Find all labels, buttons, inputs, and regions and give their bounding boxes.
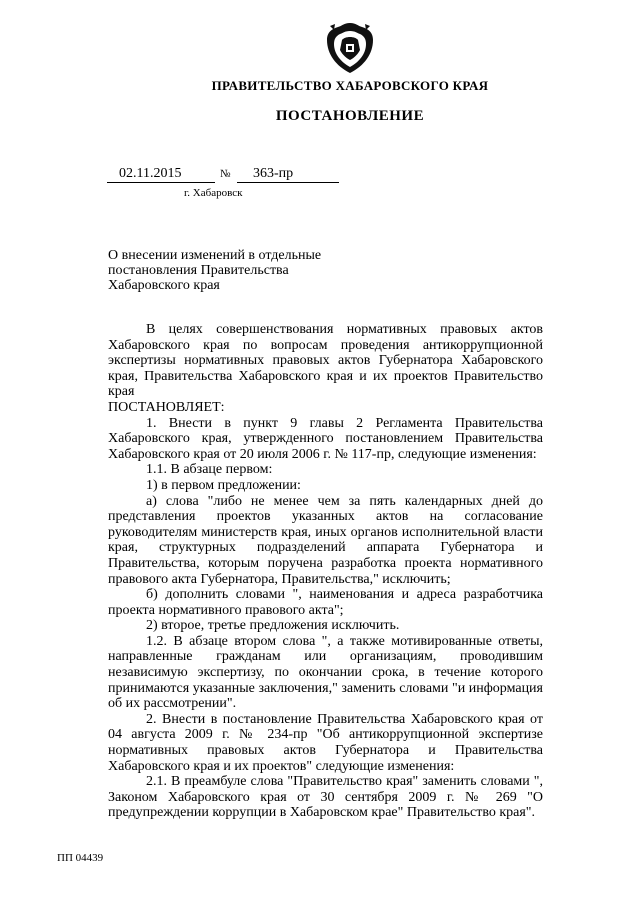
- date-number-line: [107, 166, 347, 186]
- government-title: ПРАВИТЕЛЬСТВО ХАБАРОВСКОГО КРАЯ: [211, 78, 489, 93]
- paragraph-item-1-1: 1.1. В абзаце первом:: [146, 462, 273, 478]
- city: г. Хабаровск: [184, 187, 243, 199]
- document-number: 363-пр: [237, 166, 339, 183]
- paragraph-preamble: В целях совершенствования нормативных правовых актов Хабаровского края по вопросам проведения антикоррупционной экспертизы нормативных правовых актов Губернатора Хабаровского края, Правительства Хабаровского края и их проектов Правительство края: [108, 322, 543, 400]
- paragraph-resolves: ПОСТАНОВЛЯЕТ:: [108, 399, 225, 415]
- paragraph-subitem-1: 1) в первом предложении:: [146, 477, 301, 493]
- document-type: ПОСТАНОВЛЕНИЕ: [275, 108, 425, 124]
- number-sign: №: [220, 168, 231, 180]
- coat-of-arms-icon: [324, 20, 376, 76]
- paragraph-item-1: 1. Внести в пункт 9 главы 2 Регламента Правительства Хабаровского края, утвержденного постановлением Правительства Хабаровского края от 20 июля 2006 г. № 117-пр, следующие изменения:: [108, 415, 543, 462]
- paragraph-subitem-a: а) слова "либо не менее чем за пять календарных дней до представления проектов указанных актов на согласование руководителям министерств края, иных органов исполнительной власти края, структурных подразделений аппарата Губернатора и Правительства, которым поручена разработка проекта нормативного правового акта Губернатора, Правительства," исключить;: [108, 493, 543, 587]
- document-body: [108, 322, 543, 821]
- paragraph-subitem-2: 2) второе, третье предложения исключить.: [146, 618, 400, 634]
- paragraph-item-2: 2. Внести в постановление Правительства Хабаровского края от 04 августа 2009 г. № 234-пр "Об антикоррупционной экспертизе нормативных правовых актов Губернатора и Правительства Хабаровского края и их проектов" следующие изменения:: [108, 711, 543, 774]
- document-subject: О внесении изменений в отдельные постановления Правительства Хабаровского края: [108, 248, 322, 293]
- document-date: 02.11.2015: [107, 166, 215, 183]
- paragraph-subitem-b: б) дополнить словами ", наименования и адреса разработчика проекта нормативного правового акта";: [108, 587, 543, 618]
- footer-code: ПП 04439: [57, 852, 104, 864]
- paragraph-item-1-2: 1.2. В абзаце втором слова ", а также мотивированные ответы, направленные гражданам или организациям, проводившим независимую экспертизу, по окончании срока, в течение которого принимаются указанные заключения," заменить словами "и информация об их рассмотрении".: [108, 633, 543, 712]
- paragraph-item-2-1: 2.1. В преамбуле слова "Правительство края" заменить словами ", Законом Хабаровского края от 30 сентября 2009 г. № 269 "О предупреждении коррупции в Хабаровском крае" Правительство края".: [108, 774, 543, 821]
